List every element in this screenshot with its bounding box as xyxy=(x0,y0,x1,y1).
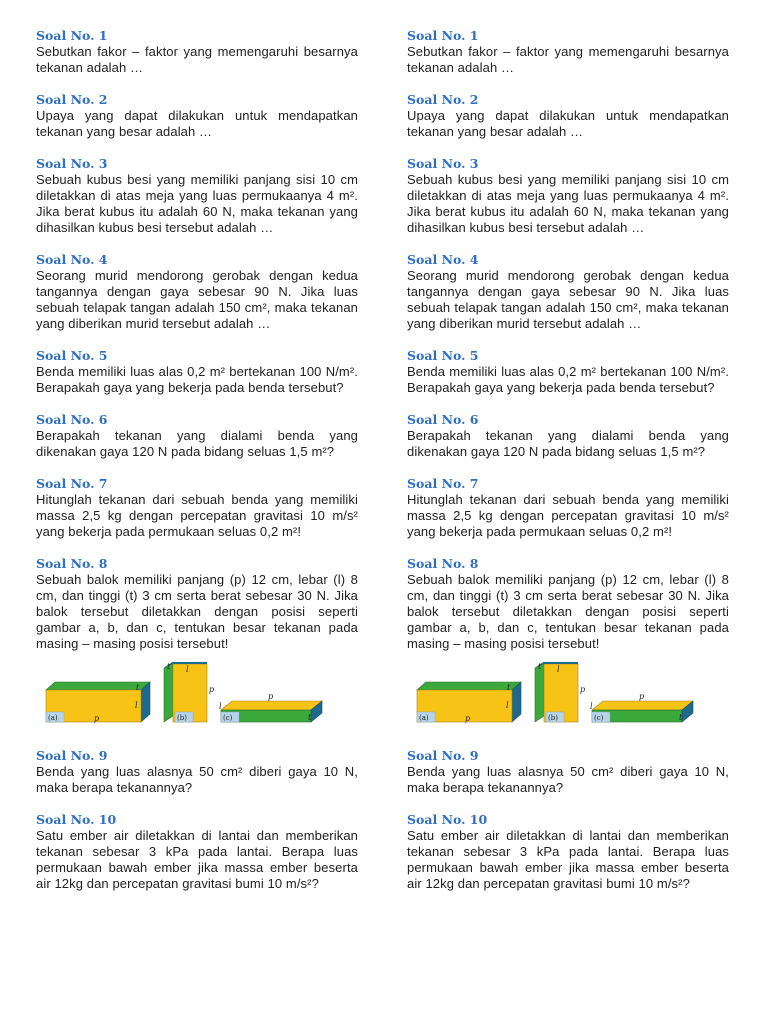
dim-l-c: l xyxy=(590,702,593,711)
block-b xyxy=(535,662,585,722)
question-text: Hitunglah tekanan dari sebuah benda yang memiliki massa 2,5 kg dengan percepatan gravitasi 10 m/s² yang bekerja pada permukaan seluas 0,2 m²! xyxy=(36,492,358,539)
dim-t-b: t xyxy=(538,662,542,671)
dim-t-b: t xyxy=(167,662,171,671)
question-text: Benda memiliki luas alas 0,2 m² bertekanan 100 N/m². Berapakah gaya yang bekerja pada benda tersebut? xyxy=(36,364,358,395)
block-b xyxy=(164,662,214,722)
question-title: Soal No. 4 xyxy=(407,252,479,267)
question-text: Hitunglah tekanan dari sebuah benda yang memiliki massa 2,5 kg dengan percepatan gravitasi 10 m/s² yang bekerja pada permukaan seluas 0,2 m²! xyxy=(407,492,729,539)
question-item-4 xyxy=(36,252,358,332)
block-figure xyxy=(36,662,358,742)
dim-t-a: t xyxy=(507,683,511,692)
question-text: Sebuah balok memiliki panjang (p) 12 cm, lebar (l) 8 cm, dan tinggi (t) 3 cm serta berat sebesar 30 N. Jika balok tersebut diletakkan dengan posisi seperti gambar a, b, dan c, tentukan besar tekanan pada masing – masing posisi tersebut! xyxy=(36,572,358,651)
label-a: (a) xyxy=(419,714,429,722)
dim-p-b: p xyxy=(209,685,215,694)
question-item-7 xyxy=(407,476,729,540)
question-title: Soal No. 2 xyxy=(407,92,479,107)
question-item-10 xyxy=(407,812,729,892)
question-item-4 xyxy=(407,252,729,332)
dim-t-c: t xyxy=(308,713,312,722)
question-title: Soal No. 1 xyxy=(36,28,108,43)
block-positions-image xyxy=(36,662,336,742)
question-text: Sebuah kubus besi yang memiliki panjang sisi 10 cm diletakkan di atas meja yang luas permukaanya 4 m². Jika berat kubus itu adalah 60 N, maka tekanan yang dihasilkan kubus besi tersebut adalah … xyxy=(407,172,729,235)
question-item-6 xyxy=(407,412,729,460)
question-title: Soal No. 9 xyxy=(407,748,479,763)
question-item-9 xyxy=(407,748,729,796)
block-a xyxy=(46,682,150,723)
question-item-10 xyxy=(36,812,358,892)
question-title: Soal No. 3 xyxy=(407,156,479,171)
question-text: Berapakah tekanan yang dialami benda yang dikenakan gaya 120 N pada bidang seluas 1,5 m²? xyxy=(407,428,729,459)
dim-t-a: t xyxy=(136,683,140,692)
dim-l-b: l xyxy=(557,665,560,674)
question-title: Soal No. 1 xyxy=(407,28,479,43)
label-b: (b) xyxy=(177,714,187,722)
dim-p-c: p xyxy=(639,692,645,701)
question-item-2 xyxy=(407,92,729,140)
question-item-5 xyxy=(407,348,729,396)
question-text: Sebuah balok memiliki panjang (p) 12 cm, lebar (l) 8 cm, dan tinggi (t) 3 cm serta berat sebesar 30 N. Jika balok tersebut diletakkan dengan posisi seperti gambar a, b, dan c, tentukan besar tekanan pada masing – masing posisi tersebut! xyxy=(407,572,729,651)
question-text: Benda yang luas alasnya 50 cm² diberi gaya 10 N, maka berapa tekanannya? xyxy=(36,764,358,795)
question-text: Upaya yang dapat dilakukan untuk mendapatkan tekanan yang besar adalah … xyxy=(36,108,358,139)
dim-l-a: l xyxy=(506,701,509,710)
block-figure xyxy=(407,662,729,742)
question-title: Soal No. 9 xyxy=(36,748,108,763)
right-column xyxy=(407,28,729,892)
label-c: (c) xyxy=(594,714,604,722)
question-title: Soal No. 5 xyxy=(407,348,479,363)
question-text: Sebuah kubus besi yang memiliki panjang sisi 10 cm diletakkan di atas meja yang luas permukaanya 4 m². Jika berat kubus itu adalah 60 N, maka tekanan yang dihasilkan kubus besi tersebut adalah … xyxy=(36,172,358,235)
question-text: Seorang murid mendorong gerobak dengan kedua tangannya dengan gaya sebesar 90 N. Jika luas sebuah telapak tangan adalah 150 cm², maka tekanan yang diberikan murid tersebut adalah … xyxy=(36,268,358,331)
question-text: Sebutkan fakor – faktor yang memengaruhi besarnya tekanan adalah … xyxy=(36,44,358,75)
question-text: Seorang murid mendorong gerobak dengan kedua tangannya dengan gaya sebesar 90 N. Jika luas sebuah telapak tangan adalah 150 cm², maka tekanan yang diberikan murid tersebut adalah … xyxy=(407,268,729,331)
question-title: Soal No. 7 xyxy=(36,476,108,491)
question-text: Upaya yang dapat dilakukan untuk mendapatkan tekanan yang besar adalah … xyxy=(407,108,729,139)
question-title: Soal No. 2 xyxy=(36,92,108,107)
dim-l-a: l xyxy=(135,701,138,710)
dim-p-a: p xyxy=(465,714,471,723)
question-title: Soal No. 10 xyxy=(36,812,117,827)
question-title: Soal No. 7 xyxy=(407,476,479,491)
dim-p-b: p xyxy=(580,685,586,694)
question-item-5 xyxy=(36,348,358,396)
question-item-3 xyxy=(36,156,358,236)
question-item-7 xyxy=(36,476,358,540)
dim-l-c: l xyxy=(219,702,222,711)
block-a xyxy=(417,682,521,723)
question-item-9 xyxy=(36,748,358,796)
question-title: Soal No. 8 xyxy=(36,556,108,571)
block-c xyxy=(590,692,693,722)
question-item-8 xyxy=(36,556,358,652)
label-a: (a) xyxy=(48,714,58,722)
question-item-1 xyxy=(407,28,729,76)
question-text: Satu ember air diletakkan di lantai dan memberikan tekanan sebesar 3 kPa pada lantai. Berapa luas permukaan bawah ember jika massa ember beserta air 12kg dan percepatan gravitasi bumi 10 m/s²? xyxy=(407,828,729,891)
question-title: Soal No. 10 xyxy=(407,812,488,827)
dim-p-c: p xyxy=(268,692,274,701)
question-text: Benda memiliki luas alas 0,2 m² bertekanan 100 N/m². Berapakah gaya yang bekerja pada benda tersebut? xyxy=(407,364,729,395)
question-item-1 xyxy=(36,28,358,76)
question-text: Benda yang luas alasnya 50 cm² diberi gaya 10 N, maka berapa tekanannya? xyxy=(407,764,729,795)
label-c: (c) xyxy=(223,714,233,722)
left-column xyxy=(36,28,358,892)
dim-l-b: l xyxy=(186,665,189,674)
question-title: Soal No. 4 xyxy=(36,252,108,267)
question-item-2 xyxy=(36,92,358,140)
question-text: Satu ember air diletakkan di lantai dan memberikan tekanan sebesar 3 kPa pada lantai. Berapa luas permukaan bawah ember jika massa ember beserta air 12kg dan percepatan gravitasi bumi 10 m/s²? xyxy=(36,828,358,891)
question-title: Soal No. 3 xyxy=(36,156,108,171)
question-item-8 xyxy=(407,556,729,652)
question-title: Soal No. 8 xyxy=(407,556,479,571)
question-item-6 xyxy=(36,412,358,460)
question-title: Soal No. 5 xyxy=(36,348,108,363)
block-positions-image xyxy=(407,662,707,742)
question-text: Berapakah tekanan yang dialami benda yang dikenakan gaya 120 N pada bidang seluas 1,5 m²? xyxy=(36,428,358,459)
question-title: Soal No. 6 xyxy=(407,412,479,427)
block-c xyxy=(219,692,322,722)
dim-p-a: p xyxy=(94,714,100,723)
question-text: Sebutkan fakor – faktor yang memengaruhi besarnya tekanan adalah … xyxy=(407,44,729,75)
dim-t-c: t xyxy=(679,713,683,722)
question-item-3 xyxy=(407,156,729,236)
question-title: Soal No. 6 xyxy=(36,412,108,427)
label-b: (b) xyxy=(548,714,558,722)
